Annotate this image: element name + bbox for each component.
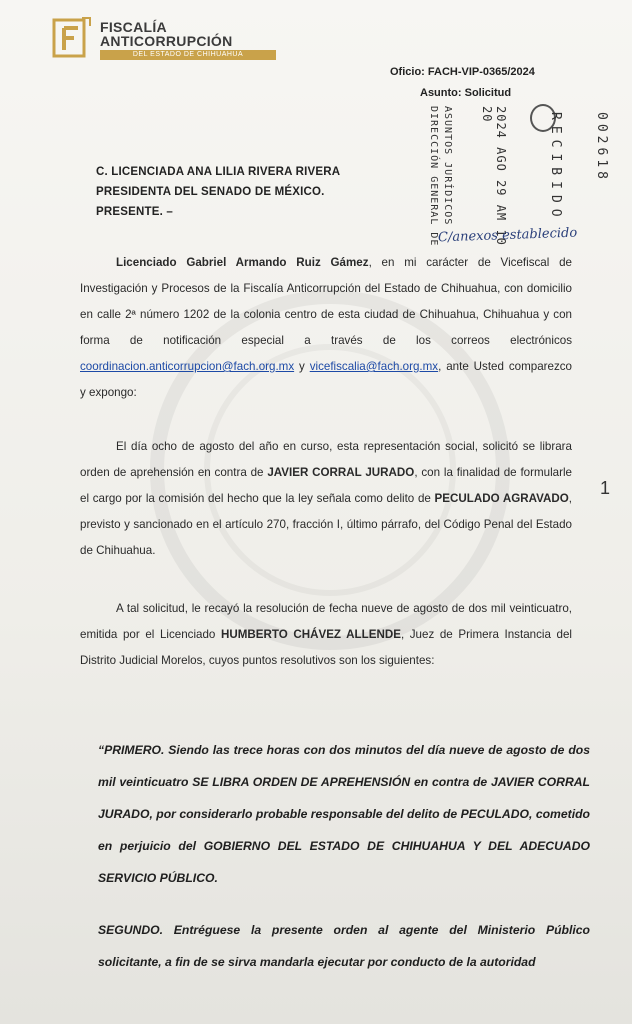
paragraph-request-text-a: El día ocho de agosto del año en curso, esta representación social, solicitó se librara orden de aprehensión en contra de	[80, 440, 572, 479]
oficio-number: Oficio: FACH-VIP-0365/2024	[390, 66, 535, 78]
signatory-name: Licenciado Gabriel Armando Ruiz Gámez	[116, 256, 369, 269]
paragraph-intro	[80, 250, 572, 406]
logo-line2: ANTICORRUPCIÓN	[100, 33, 233, 49]
paragraph-request	[80, 434, 572, 564]
handwritten-note: C/anexos establecido	[437, 225, 578, 246]
email-link-coordinacion[interactable]: coordinacion.anticorrupcion@fach.org.mx	[80, 360, 295, 373]
stamp-date: 2024 AGO 29 AM 10 20	[480, 106, 508, 246]
resolution-point-segundo: SEGUNDO. Entréguese la presente orden al agente del Ministerio Público solicitante, a fin de se sirva mandarla ejecutar por conducto de la autoridad	[98, 923, 590, 969]
asunto-label: Asunto: Solicitud	[420, 87, 512, 99]
paragraph-resolution-text-a: A tal solicitud, le recayó la resolución de fecha nueve de agosto de dos mil veinticuatro, emitida por el Licenciado	[80, 602, 572, 641]
crime-name: PECULADO AGRAVADO	[434, 492, 569, 505]
paragraph-resolution-text-b: , Juez de Primera Instancia del Distrito Judicial Morelos, cuyos puntos resolutivos son los siguientes:	[80, 628, 572, 667]
accused-name: JAVIER CORRAL JURADO	[267, 466, 415, 479]
resolution-point-primero: “PRIMERO. Siendo las trece horas con dos minutos del día nueve de agosto de dos mil veinticuatro SE LIBRA ORDEN DE APREHENSIÓN en contra de JAVIER CORRAL JURADO, por considerarlo probable responsable del delito de PECULADO, cometido en perjuicio del GOBIERNO DEL ESTADO DE CHIHUAHUA Y DEL ADECUADO SERVICIO PÚBLICO.	[98, 743, 590, 885]
recibido-stamp: RECIBIDO	[548, 112, 563, 223]
margin-page-number: 1	[600, 478, 611, 498]
stamp-dept-line2: ASUNTOS JURÍDICOS	[442, 106, 453, 226]
addressee-line2: PRESIDENTA DEL SENADO DE MÉXICO.	[96, 186, 325, 198]
paragraph-intro-text-y: y	[294, 360, 310, 373]
stamp-dept-line1: DIRECCIÓN GENERAL DE	[428, 106, 439, 247]
folio-number: 002618	[594, 112, 609, 183]
paragraph-intro-text-b: , ante Usted comparezco y expongo:	[80, 360, 572, 399]
paragraph-resolution	[80, 596, 572, 674]
judge-name: HUMBERTO CHÁVEZ ALLENDE	[220, 628, 401, 641]
paragraph-request-text-b: , con la finalidad de formularle el cargo por la comisión del hecho que la ley señala como delito de	[80, 466, 572, 505]
fiscalia-emblem-icon	[52, 16, 92, 60]
logo-line1: FISCALÍA	[100, 19, 167, 35]
addressee-line3: PRESENTE. –	[96, 206, 173, 218]
email-link-vicefiscalia[interactable]: vicefiscalia@fach.org.mx	[309, 360, 439, 373]
addressee-line1: C. LICENCIADA ANA LILIA RIVERA RIVERA	[96, 166, 341, 178]
logo-band: DEL ESTADO DE CHIHUAHUA	[100, 50, 276, 60]
paragraph-request-text-c: , previsto y sancionado en el artículo 270, fracción I, último párrafo, del Código Penal del Estado de Chihuahua.	[80, 492, 572, 557]
paragraph-intro-text-a: , en mi carácter de Vicefiscal de Investigación y Procesos de la Fiscalía Anticorrupción del Estado de Chihuahua, con domicilio en calle 2ª número 1202 de la colonia centro de esta ciudad de Chihuahua, Chihuahua y con forma de notificación especial a través de los correos electrónicos	[80, 256, 572, 347]
fiscalia-logo	[52, 16, 252, 86]
